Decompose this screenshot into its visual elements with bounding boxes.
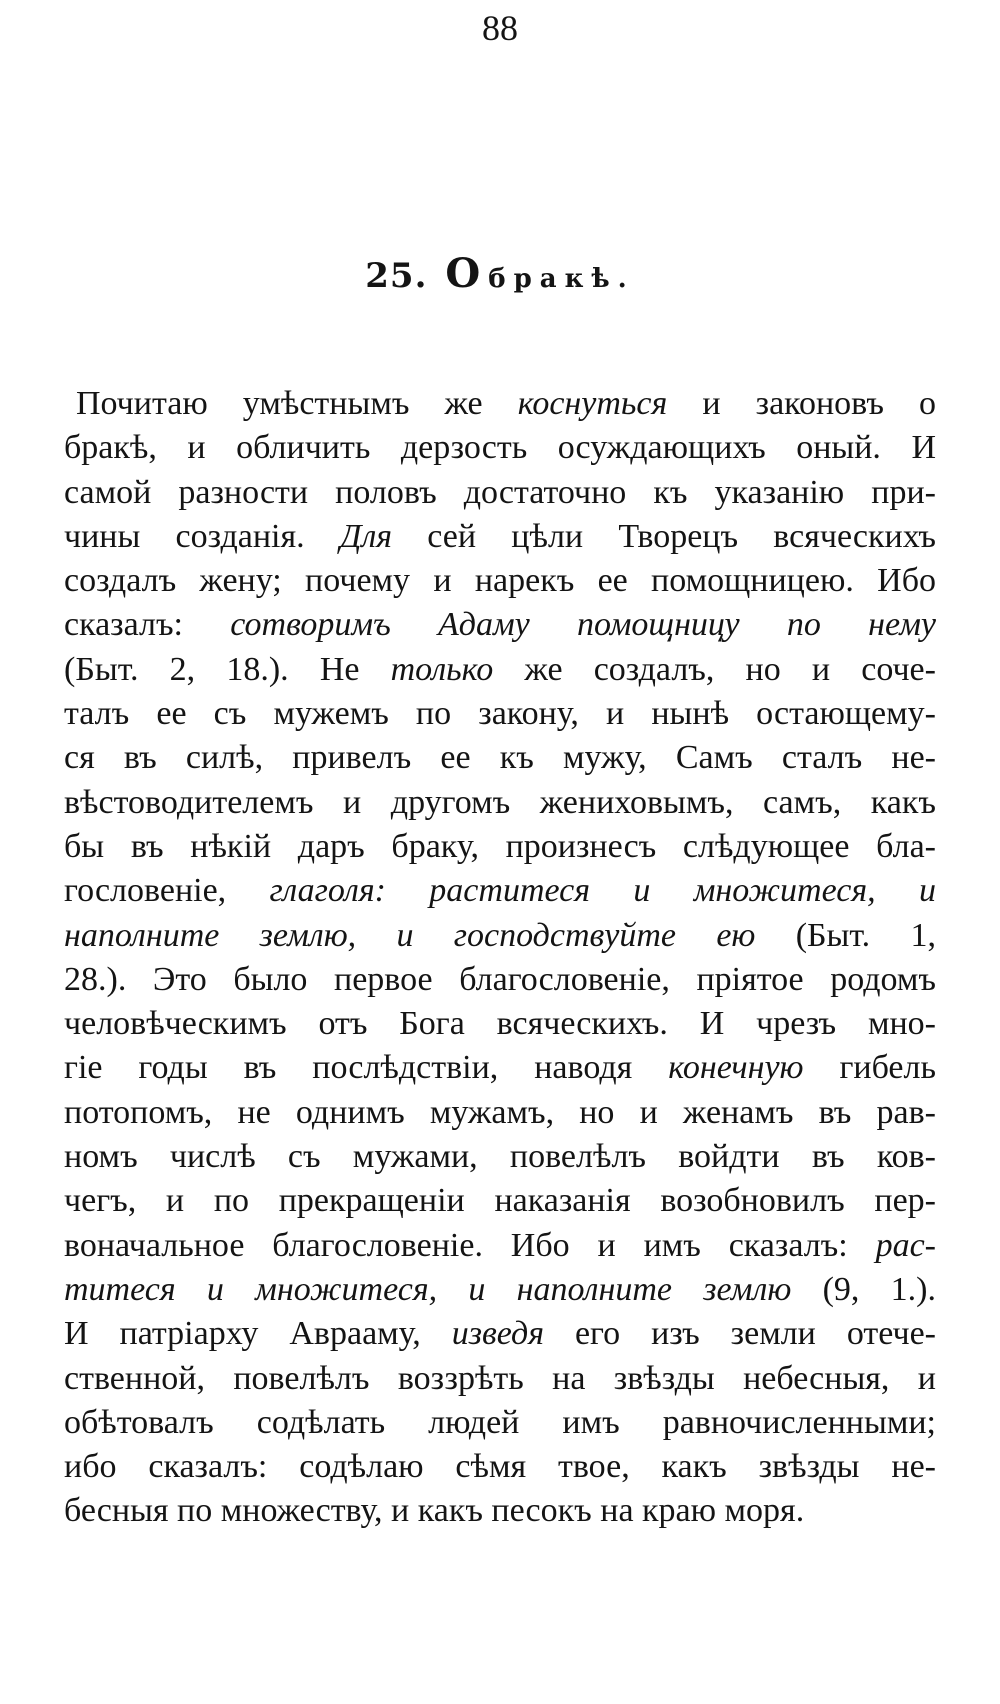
text-line bbox=[64, 692, 936, 736]
text-line bbox=[64, 1224, 936, 1268]
text-line bbox=[64, 515, 936, 559]
text-line bbox=[64, 471, 936, 515]
text-segment: гіе годы въ послѣдствіи, наводя bbox=[64, 1049, 669, 1087]
italic-text: только bbox=[390, 650, 494, 688]
italic-text: конечную bbox=[668, 1049, 804, 1087]
text-segment: сей цѣли Творецъ всяческихъ bbox=[392, 517, 936, 555]
text-segment: ибо сказалъ: содѣлаю сѣмя твое, какъ звѣзды не- bbox=[64, 1448, 936, 1486]
text-segment: (Быт. 2, 18.). Не bbox=[64, 650, 391, 688]
text-line bbox=[64, 1002, 936, 1046]
text-segment: вѣстоводителемъ и другомъ жениховымъ, самъ, какъ bbox=[64, 783, 936, 821]
text-segment: обѣтовалъ содѣлать людей имъ равночисленными; bbox=[64, 1403, 936, 1441]
text-segment: бы въ нѣкій даръ браку, произнесъ слѣдующее бла- bbox=[64, 827, 936, 865]
italic-text: рас- bbox=[875, 1226, 936, 1264]
text-segment: чины созданія. bbox=[64, 517, 340, 555]
text-segment: чегъ, и по прекращеніи наказанія возобновилъ пер- bbox=[64, 1182, 936, 1220]
chapter-title-rest: бракѣ. bbox=[488, 264, 635, 294]
text-line bbox=[64, 736, 936, 780]
text-line bbox=[64, 1135, 936, 1179]
italic-text: глаголя: раститеся и множитеся, и bbox=[269, 872, 936, 910]
text-line bbox=[64, 1445, 936, 1489]
text-segment: (Быт. 1, bbox=[755, 916, 936, 954]
text-segment: самой разности половъ достаточно къ указанію при- bbox=[64, 473, 936, 511]
text-line bbox=[64, 958, 936, 1002]
italic-text: Для bbox=[339, 517, 393, 555]
italic-text: наполните землю, и господствуйте ею bbox=[64, 916, 756, 954]
text-line bbox=[64, 1268, 936, 1312]
text-segment: ся въ силѣ, привелъ ее къ мужу, Самъ сталъ не- bbox=[64, 739, 936, 777]
text-segment: же создалъ, но и соче- bbox=[493, 650, 936, 688]
italic-text: сотворимъ Адаму помощницу по нему bbox=[230, 606, 936, 644]
italic-text: титеся и множитеся, и наполните землю bbox=[64, 1270, 792, 1308]
text-segment: бесныя по множеству, и какъ песокъ на краю моря. bbox=[64, 1492, 805, 1530]
text-line bbox=[64, 648, 936, 692]
chapter-number: 25. bbox=[365, 256, 428, 296]
text-line bbox=[64, 382, 936, 426]
text-segment: номъ числѣ съ мужами, повелѣлъ войдти въ ков- bbox=[64, 1138, 936, 1176]
text-segment: 28.). Это было первое благословеніе, пріятое родомъ bbox=[64, 960, 936, 998]
text-segment: человѣческимъ отъ Бога всяческихъ. И чрезъ мно- bbox=[64, 1005, 936, 1043]
text-segment: создалъ жену; почему и нарекъ ее помощницею. Ибо bbox=[64, 562, 936, 600]
chapter-heading bbox=[0, 252, 1000, 301]
text-segment: и законовъ о bbox=[667, 385, 936, 422]
text-segment: И патріарху Аврааму, bbox=[64, 1315, 452, 1353]
text-line bbox=[64, 1179, 936, 1223]
text-segment: сказалъ: bbox=[64, 606, 231, 644]
body-paragraph bbox=[64, 382, 936, 1534]
text-segment: талъ ее съ мужемъ по закону, и нынѣ остающему- bbox=[64, 695, 936, 733]
text-line bbox=[64, 1401, 936, 1445]
italic-text: изведя bbox=[451, 1315, 545, 1353]
text-segment: бракѣ, и обличить дерзость осуждающихъ оный. И bbox=[64, 429, 936, 467]
text-line bbox=[64, 781, 936, 825]
text-line bbox=[64, 869, 936, 913]
text-segment: Почитаю умѣстнымъ же bbox=[76, 385, 518, 422]
text-segment: (9, 1.). bbox=[791, 1270, 936, 1308]
text-segment: гибель bbox=[803, 1049, 936, 1087]
text-segment: воначальное благословеніе. Ибо и имъ сказалъ: bbox=[64, 1226, 876, 1264]
text-segment: гословеніе, bbox=[64, 872, 270, 910]
text-segment: ственной, повелѣлъ воззрѣть на звѣзды небесныя, и bbox=[64, 1359, 936, 1397]
chapter-title-initial: О bbox=[445, 250, 481, 297]
text-line bbox=[64, 1489, 936, 1533]
text-line bbox=[64, 1312, 936, 1356]
page-number: 88 bbox=[482, 8, 518, 48]
text-line bbox=[64, 825, 936, 869]
text-segment: потопомъ, не однимъ мужамъ, но и женамъ въ рав- bbox=[64, 1093, 936, 1131]
text-line bbox=[64, 603, 936, 647]
text-line bbox=[64, 1091, 936, 1135]
text-line bbox=[64, 1046, 936, 1090]
text-line bbox=[64, 1357, 936, 1401]
text-segment: его изъ земли отече- bbox=[544, 1315, 936, 1353]
text-line bbox=[64, 559, 936, 603]
text-line bbox=[64, 914, 936, 958]
text-line bbox=[64, 426, 936, 470]
italic-text: коснуться bbox=[517, 385, 668, 422]
